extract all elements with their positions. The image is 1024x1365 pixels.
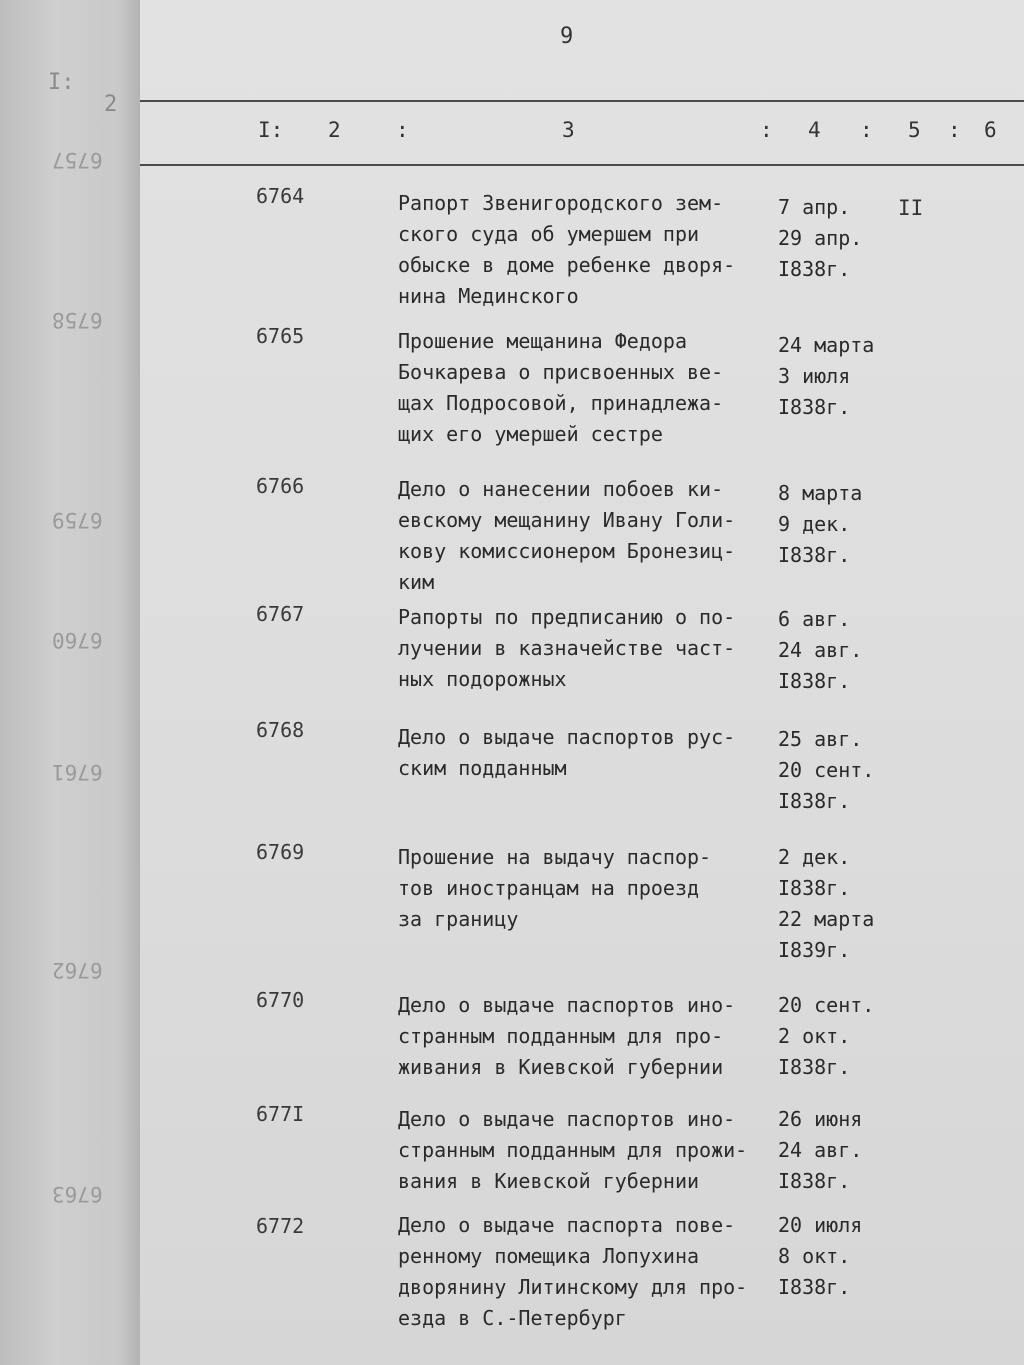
previous-header-col1: I: [48, 70, 75, 95]
entry-description [398, 990, 770, 1083]
date-line: 8 окт. [778, 1244, 851, 1268]
date-line: I838г. [778, 1275, 851, 1299]
entry-number: 6764 [256, 184, 305, 208]
description-line: дворянину Литинскому для про- [398, 1275, 748, 1299]
description-line: Рапорты по предписанию о по- [398, 605, 736, 629]
previous-entry-number: 6762 [52, 958, 103, 982]
date-line: 2 дек. [778, 845, 851, 869]
entry-number: 6766 [256, 474, 305, 498]
description-line: езда в С.-Петербург [398, 1306, 627, 1330]
entry-description [398, 1104, 770, 1197]
entry-dates [778, 1104, 898, 1197]
date-line: I838г. [778, 876, 851, 900]
description-line: Дело о выдаче паспортов ино- [398, 993, 736, 1017]
date-line: I838г. [778, 395, 851, 419]
entry-number: 6768 [256, 718, 305, 742]
date-line: I838г. [778, 1169, 851, 1193]
previous-page-edge [0, 0, 140, 1365]
description-line: лучении в казначействе част- [398, 636, 736, 660]
description-line: щих его умершей сестре [398, 422, 663, 446]
date-line: 3 июля [778, 364, 851, 388]
date-line: 2 окт. [778, 1024, 851, 1048]
description-line: Рапорт Звенигородского зем- [398, 191, 724, 215]
entry-dates [778, 990, 898, 1083]
previous-entry-number: 6763 [52, 1182, 103, 1206]
entry-description [398, 1210, 770, 1334]
date-line: I838г. [778, 789, 851, 813]
previous-entry-number: 6759 [52, 508, 103, 532]
description-line: щах Подросовой, принадлежа- [398, 391, 724, 415]
description-line: Дело о выдаче паспортов ино- [398, 1107, 736, 1131]
previous-entry-number: 6758 [52, 308, 103, 332]
description-line: Дело о нанесении побоев ки- [398, 477, 724, 501]
date-line: I839г. [778, 938, 851, 962]
description-line: вания в Киевской губернии [398, 1169, 700, 1193]
description-line: ким [398, 570, 435, 594]
entry-description [398, 602, 770, 695]
date-line: 6 авг. [778, 607, 851, 631]
entry-number: 6769 [256, 840, 305, 864]
description-line: нина Мединского [398, 284, 579, 308]
header-separator: : [948, 118, 961, 142]
header-col-1: I: [258, 118, 284, 142]
header-bottom-rule [140, 164, 1024, 166]
volume-number: II [898, 196, 924, 220]
description-line: живания в Киевской губернии [398, 1055, 724, 1079]
date-line: I838г. [778, 669, 851, 693]
description-line: ского суда об умершем при [398, 222, 700, 246]
entry-number: 6767 [256, 602, 305, 626]
description-line: тов иностранцам на проезд [398, 876, 700, 900]
entry-number: 6772 [256, 1214, 305, 1238]
entry-dates [778, 192, 898, 285]
date-line: 25 авг. [778, 727, 863, 751]
previous-header-col2: 2 [104, 92, 118, 117]
description-line: странным подданным для про- [398, 1024, 724, 1048]
header-separator: : [860, 118, 873, 142]
previous-entry-number: 6760 [52, 628, 103, 652]
entry-description [398, 474, 770, 598]
date-line: 24 авг. [778, 638, 863, 662]
description-line: евскому мещанину Ивану Голи- [398, 508, 736, 532]
entry-dates [778, 604, 898, 697]
header-col-6: 6 [984, 118, 997, 142]
header-separator: : [760, 118, 773, 142]
date-line: 22 марта [778, 907, 875, 931]
date-line: I838г. [778, 257, 851, 281]
entry-dates [778, 330, 898, 423]
header-separator: : [396, 118, 409, 142]
description-line: кову комиссионером Бронезиц- [398, 539, 736, 563]
header-top-rule [140, 100, 1024, 102]
entry-number: 6765 [256, 324, 305, 348]
date-line: 20 сент. [778, 758, 875, 782]
entry-number: 6770 [256, 988, 305, 1012]
description-line: ных подорожных [398, 667, 567, 691]
description-line: Дело о выдаче паспортов рус- [398, 725, 736, 749]
entry-number: 677I [256, 1102, 305, 1126]
description-line: обыске в доме ребенке дворя- [398, 253, 736, 277]
previous-page-header [0, 70, 140, 130]
entry-description [398, 326, 770, 450]
date-line: 9 дек. [778, 512, 851, 536]
previous-entry-number: 6761 [52, 760, 103, 784]
entry-description [398, 188, 770, 312]
date-line: 8 марта [778, 481, 863, 505]
date-line: 20 июля [778, 1213, 863, 1237]
description-line: Бочкарева о присвоенных ве- [398, 360, 724, 384]
date-line: 20 сент. [778, 993, 875, 1017]
date-line: 29 апр. [778, 226, 863, 250]
description-line: Дело о выдаче паспорта пове- [398, 1213, 736, 1237]
date-line: I838г. [778, 1055, 851, 1079]
previous-entry-number: 6757 [52, 148, 103, 172]
header-col-2: 2 [328, 118, 341, 142]
entry-dates [778, 842, 898, 966]
entry-description [398, 842, 770, 935]
date-line: I838г. [778, 543, 851, 567]
entry-dates [778, 1210, 898, 1303]
date-line: 24 авг. [778, 1138, 863, 1162]
header-col-5: 5 [908, 118, 921, 142]
description-line: ренному помещика Лопухина [398, 1244, 700, 1268]
description-line: Прошение на выдачу паспор- [398, 845, 712, 869]
entry-description [398, 722, 770, 784]
entry-dates [778, 724, 898, 817]
description-line: Прошение мещанина Федора [398, 329, 687, 353]
header-col-4: 4 [808, 118, 821, 142]
description-line: странным подданным для прожи- [398, 1138, 748, 1162]
page-number: 9 [560, 24, 574, 49]
description-line: за границу [398, 907, 519, 931]
description-line: ским подданным [398, 756, 567, 780]
date-line: 26 июня [778, 1107, 863, 1131]
header-col-3: 3 [562, 118, 575, 142]
date-line: 24 марта [778, 333, 875, 357]
entry-dates [778, 478, 898, 571]
date-line: 7 апр. [778, 195, 851, 219]
